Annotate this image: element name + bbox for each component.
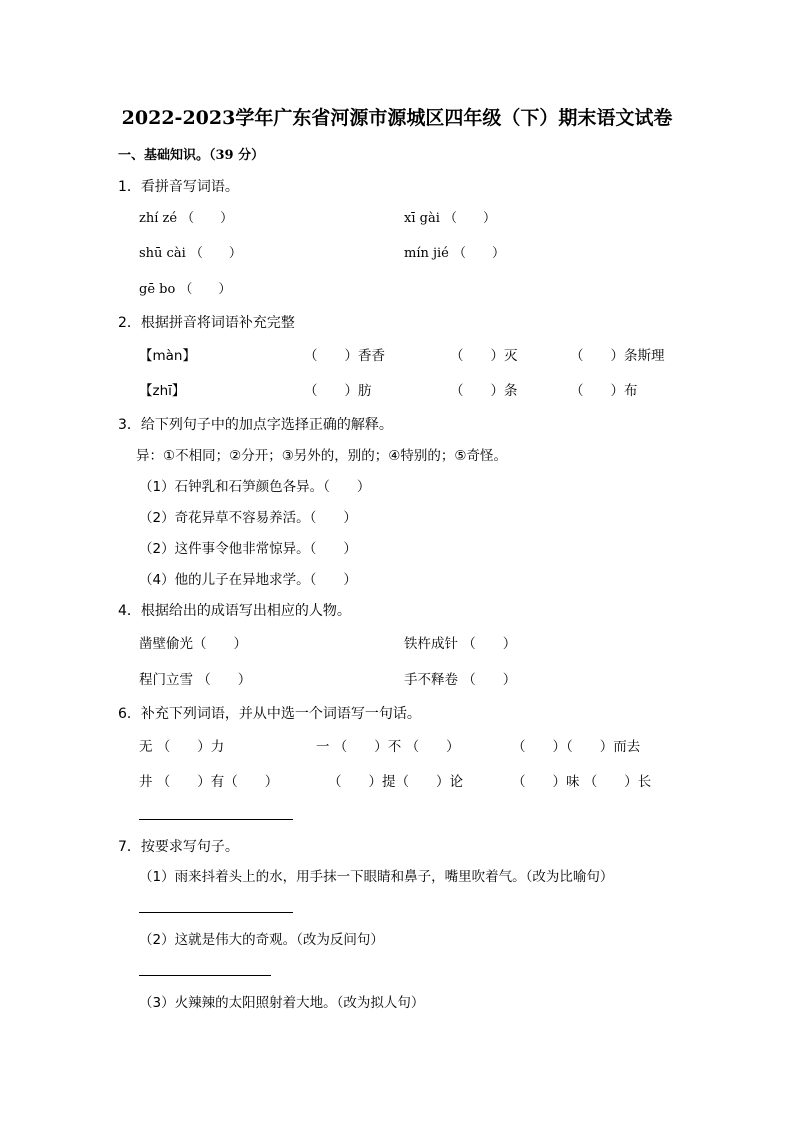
word-blank: （ ）布	[570, 383, 638, 399]
pinyin-label: 【màn】	[139, 348, 196, 364]
pinyin-item: xī gài （ ）	[404, 211, 496, 226]
rewrite-item: （1）雨来抖着头上的水，用手抹一下眼睛和鼻子，嘴里吹着气。（改为比喻句）	[139, 869, 614, 885]
idiom-item: 铁杵成针 （ ）	[404, 636, 517, 652]
sentence-item: （2）这件事令他非常惊异。（ ）	[139, 541, 357, 557]
idiom-item: 程门立雪 （ ）	[139, 672, 252, 688]
pinyin-item: shū cài （ ）	[139, 246, 242, 261]
page-title: 2022-2023学年广东省河源市源城区四年级（下）期末语文试卷	[121, 107, 673, 129]
idiom-blank: （ ）（ ）而去	[512, 739, 641, 755]
word-blank: （ ）条斯理	[570, 348, 665, 364]
question-7-stem: 7．按要求写句子。	[118, 839, 239, 855]
question-2-stem: 2．根据拼音将词语补充完整	[118, 315, 295, 331]
sentence-item: （1）石钟乳和石笋颜色各异。（ ）	[139, 479, 371, 495]
word-blank: （ ）灭	[450, 348, 518, 364]
word-blank: （ ）香香	[304, 348, 385, 364]
answer-line[interactable]	[139, 975, 271, 976]
idiom-item: 凿壁偷光（ ）	[139, 636, 247, 652]
sentence-item: （2）奇花异草不容易养活。（ ）	[139, 510, 357, 526]
rewrite-item: （2）这就是伟大的奇观。（改为反问句）	[139, 932, 384, 948]
idiom-blank: （ ）提（ ）论	[328, 774, 463, 790]
rewrite-item: （3）火辣辣的太阳照射着大地。（改为拟人句）	[139, 995, 425, 1011]
answer-line[interactable]	[139, 819, 293, 820]
definition-line: 异：①不相同；②分开；③另外的，别的；④特别的；⑤奇怪。	[136, 448, 508, 464]
answer-line[interactable]	[139, 912, 293, 913]
question-4-stem: 4．根据给出的成语写出相应的人物。	[118, 603, 351, 619]
idiom-blank: （ ）味 （ ）长	[512, 774, 652, 790]
section-heading-basics: 一、基础知识。（39 分）	[118, 148, 265, 163]
question-6-stem: 6．补充下列词语，并从中选一个词语写一句话。	[118, 706, 421, 722]
pinyin-item: mín jié （ ）	[404, 246, 506, 261]
pinyin-item: gē bo （ ）	[139, 282, 232, 297]
word-blank: （ ）肪	[304, 383, 372, 399]
word-blank: （ ）条	[450, 383, 518, 399]
idiom-blank: 一 （ ）不 （ ）	[316, 739, 460, 755]
pinyin-item: zhí zé （ ）	[139, 211, 234, 226]
idiom-item: 手不释卷 （ ）	[404, 672, 517, 688]
question-1-stem: 1．看拼音写词语。	[118, 179, 239, 195]
sentence-item: （4）他的儿子在异地求学。（ ）	[139, 572, 357, 588]
question-3-stem: 3．给下列句子中的加点字选择正确的解释。	[118, 417, 393, 433]
idiom-blank: 无 （ ）力	[139, 739, 225, 755]
pinyin-label: 【zhī】	[139, 383, 186, 399]
idiom-blank: 井 （ ）有（ ）	[139, 774, 279, 790]
